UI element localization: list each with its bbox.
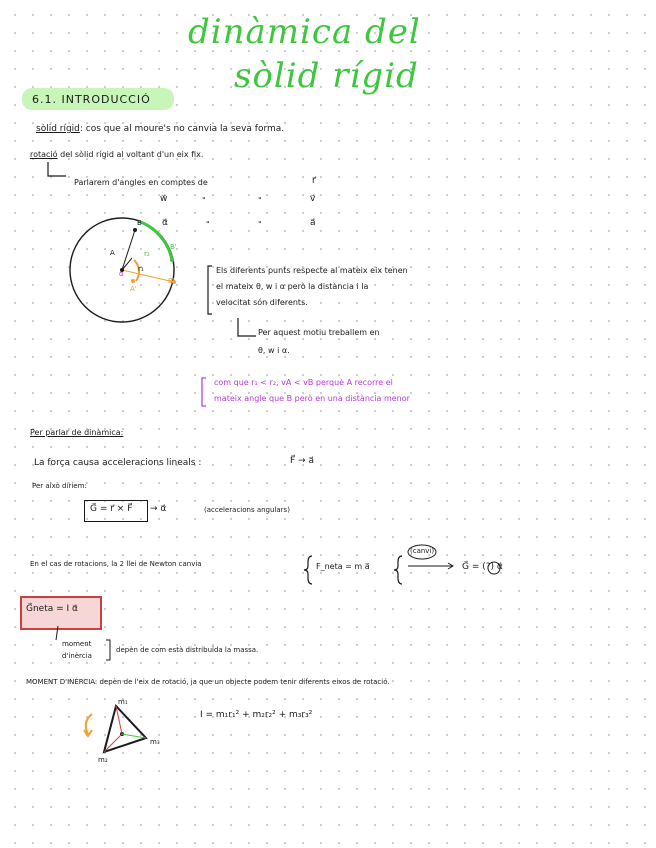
fig-label-r2: r₂ xyxy=(144,250,150,258)
note1-line2: el mateix θ, w i α però la distància i la xyxy=(216,282,369,291)
rotations-text: En el cas de rotacions, la 2 llei de Newton canvia xyxy=(30,560,202,568)
ditto-3: " xyxy=(206,220,210,229)
fig-label-a2: A' xyxy=(130,285,137,293)
fig-label-b3: B' xyxy=(168,277,175,285)
note1-line4: Per aquest motiu treballem en xyxy=(258,328,380,337)
fig-label-b: B xyxy=(137,219,142,227)
page-title-line2: sòlid rígid xyxy=(234,56,419,96)
inertia-formula: I = m₁r₁² + m₂r₂² + m₃r₃² xyxy=(200,710,313,720)
note1-line5: θ, w i α. xyxy=(258,346,290,355)
angular-var-alpha: α⃗ xyxy=(162,218,168,228)
fig-label-alpha: α xyxy=(119,270,124,278)
ditto-4: " xyxy=(258,220,262,229)
rotation-text: del sòlid rígid al voltant d'un eix fix. xyxy=(60,150,204,159)
note2-line1: com que r₁ < r₂, vA < vB perquè A recorre el xyxy=(214,378,393,387)
moment-eq: G⃗neta = I α⃗ xyxy=(26,604,78,614)
fig-label-r1: r₁ xyxy=(138,265,144,273)
angular-var-a: a⃗ xyxy=(310,218,316,228)
ditto-2: " xyxy=(258,196,262,205)
dynamics-box-arrow: → α⃗ xyxy=(150,504,167,514)
fig-label-b2: B' xyxy=(170,243,177,251)
note1-line1: Els diferents punts respecte al mateix eix tenen xyxy=(216,266,408,275)
angular-intro: Parlarem d'angles en comptes de xyxy=(74,178,208,187)
moment-label2: d'inèrcia xyxy=(62,652,92,660)
fig-label-a: A xyxy=(110,249,115,257)
rotations-circle-label: (canvi) xyxy=(410,547,435,555)
inertia-m2: m₂ xyxy=(98,756,108,764)
angular-var-v: v⃗ xyxy=(310,194,316,204)
rotation-term: rotació xyxy=(30,150,58,159)
section-heading: 6.1. INTRODUCCIÓ xyxy=(32,93,151,106)
inertia-m3: m₃ xyxy=(150,738,160,746)
definition-text: : cos que al moure's no canvia la seva forma. xyxy=(79,124,285,134)
note1-line3: velocitat són diferents. xyxy=(216,298,308,307)
angular-var-w: w⃗ xyxy=(160,194,168,204)
ditto-1: " xyxy=(202,196,206,205)
rotations-eq1: F_neta = m a⃗ xyxy=(316,562,370,571)
dynamics-analog: Per això diríem: xyxy=(32,482,87,490)
dynamics-box-note: (acceleracions angulars) xyxy=(204,506,290,514)
dynamics-box-eq: G⃗ = r⃗ × F⃗ xyxy=(90,504,133,514)
dynamics-force-eq: F⃗ → a⃗ xyxy=(290,456,314,466)
page-title-line1: dinàmica del xyxy=(188,12,421,52)
moment-label1: moment xyxy=(62,640,92,648)
definition-term: sòlid rígid xyxy=(36,124,80,134)
inertia-m1: m₁ xyxy=(118,698,128,706)
note2-line2: mateix angle que B però en una distància menor xyxy=(214,394,410,403)
inertia-heading: MOMENT D'INÈRCIA: xyxy=(26,678,98,686)
inertia-text: depèn de l'eix de rotació, ja que un objecte podem tenir diferents eixos de rotació. xyxy=(99,678,390,686)
dynamics-force-line: La força causa acceleracions lineals : xyxy=(34,458,202,468)
dynamics-heading: Per parlar de dinàmica: xyxy=(30,428,124,437)
angular-var-r: r⃗ xyxy=(312,176,316,186)
rotations-eq2: G⃗ = (?) α⃗ xyxy=(462,562,503,572)
moment-desc: depèn de com està distribuïda la massa. xyxy=(116,646,259,654)
